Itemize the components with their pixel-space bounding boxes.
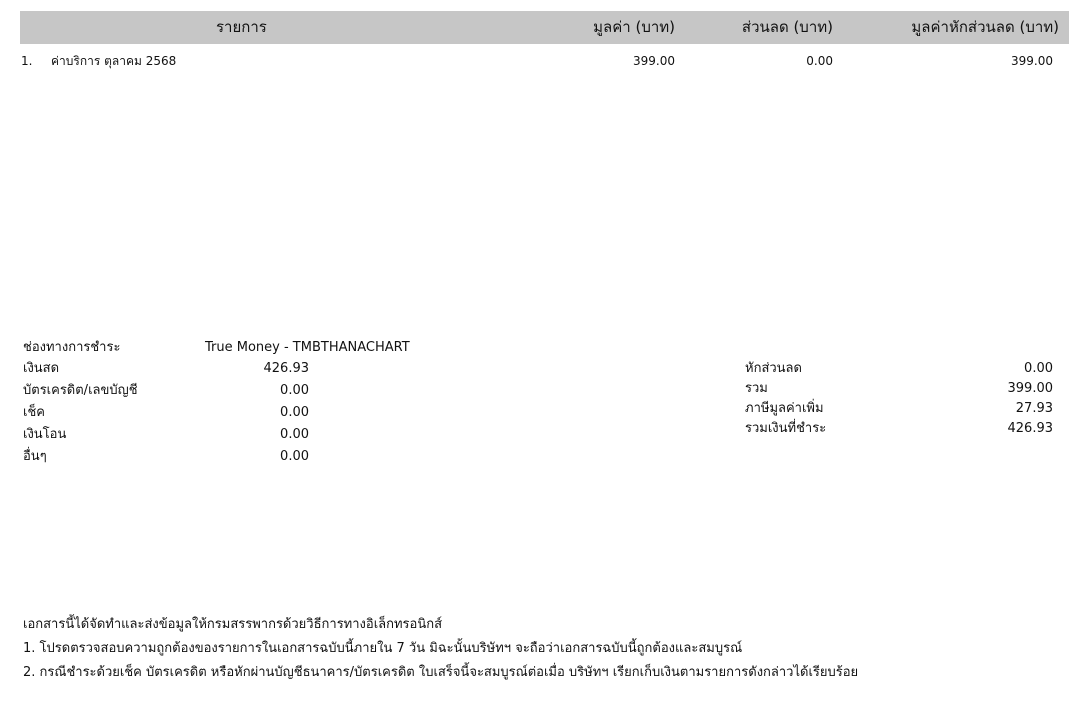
payment-method-label: บัตรเครดิต/เลขบัญชี <box>23 383 138 398</box>
notes-title: เอกสารนี้ได้จัดทำและส่งข้อมูลให้กรมสรรพากรด้วยวิธีการทางอิเล็กทรอนิกส์ <box>23 617 443 632</box>
header-discount: ส่วนลด (บาท) <box>741 18 833 36</box>
payment-channel-label: ช่องทางการชำระ <box>23 340 121 355</box>
header-amount: มูลค่า (บาท) <box>593 18 675 36</box>
summary-value: 27.93 <box>1015 401 1053 416</box>
summary-label: หักส่วนลด <box>745 361 802 376</box>
payment-method-value: 0.00 <box>280 449 309 464</box>
payment-method-label: เช็ค <box>23 405 45 420</box>
payment-method-value: 426.93 <box>263 361 309 376</box>
payment-method-label: อื่นๆ <box>23 449 47 464</box>
summary-value: 399.00 <box>1007 381 1053 396</box>
header-item: รายการ <box>216 18 267 36</box>
payment-method-label: เงินโอน <box>23 427 67 442</box>
summary-value: 426.93 <box>1007 421 1053 436</box>
row-number: 1. <box>21 54 33 68</box>
row-amount: 399.00 <box>633 54 675 68</box>
payment-channel-value: True Money - TMBTHANACHART <box>205 340 410 355</box>
payment-method-label: เงินสด <box>23 361 60 376</box>
note-item: 2. กรณีชำระด้วยเช็ค บัตรเครดิต หรือหักผ่านบัญชีธนาคาร/บัตรเครดิต ใบเสร็จนี้จะสมบูรณ์ต่อเมื่อ บริษัทฯ เรียกเก็บเงินตามรายการดังกล่าวได้เรียบร้อย <box>23 665 859 680</box>
summary-label: รวมเงินที่ชำระ <box>745 421 827 436</box>
row-net: 399.00 <box>1011 54 1053 68</box>
note-item: 1. โปรดตรวจสอบความถูกต้องของรายการในเอกสารฉบับนี้ภายใน 7 วัน มิฉะนั้นบริษัทฯ จะถือว่าเอกสารฉบับนี้ถูกต้องและสมบูรณ์ <box>23 641 743 656</box>
summary-value: 0.00 <box>1024 361 1053 376</box>
summary-label: รวม <box>745 381 768 396</box>
header-net: มูลค่าหักส่วนลด (บาท) <box>911 18 1059 36</box>
payment-method-value: 0.00 <box>280 383 309 398</box>
row-discount: 0.00 <box>806 54 833 68</box>
summary-label: ภาษีมูลค่าเพิ่ม <box>745 401 824 416</box>
payment-method-value: 0.00 <box>280 405 309 420</box>
table-header <box>20 11 1069 44</box>
row-description: ค่าบริการ ตุลาคม 2568 <box>51 54 177 68</box>
payment-method-value: 0.00 <box>280 427 309 442</box>
